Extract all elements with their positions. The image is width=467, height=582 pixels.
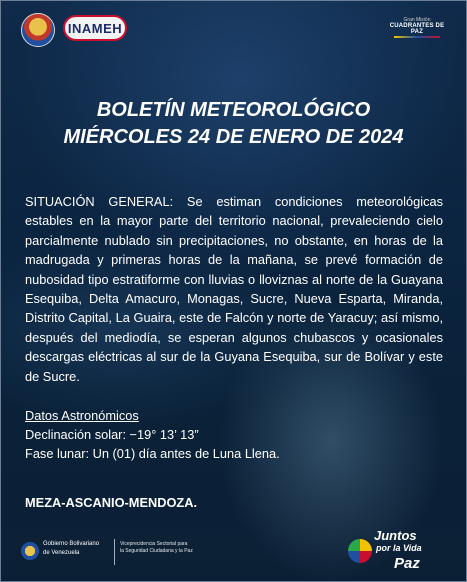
gov-line-2: de Venezuela <box>43 550 80 556</box>
gobierno-bolivariano-logo <box>21 539 107 565</box>
cuadrantes-big-text: CUADRANTES DE PAZ <box>389 23 445 35</box>
title-line-1: BOLETÍN METEOROLÓGICO <box>96 99 371 121</box>
vice-line-1: Viceprecidencia Sectorial para <box>120 541 188 547</box>
inameh-logo-text: INAMEH <box>67 21 123 36</box>
gov-line-1: Gobierno Bolivariano <box>43 541 100 547</box>
general-situation-text: Se estiman condiciones meteorológicas estables en la mayor parte del territorio nacional, prevaleciendo cielo parcialmente nublado sin precipitaciones, no obstante, en horas de la madrugada y primeras horas de la mañana, se prevé formación de nubosidad tipo estratiforme con lluvias o lloviznas al norte de la Guayana Esequiba, Delta Amacuro, Monagas, Sucre, Nueva Esparta, Miranda, Distrito Capital, La Guaira, este de Falcón y norte de Yaracuy; así mismo, después del mediodía, se esperan algunos chubascos y ocasionales descargas eléctricas al sur de la Guyana Esequiba, sur de Bolívar y este de Sucre. <box>25 194 444 384</box>
vicepresidencia-text <box>120 541 240 555</box>
juntos-sub: por la Vida <box>376 543 422 553</box>
header-logos <box>1 9 466 49</box>
vice-line-2: la Seguridad Ciudadana y la Paz <box>120 548 193 554</box>
general-situation-label: SITUACIÓN GENERAL: <box>25 194 174 209</box>
national-seal-logo <box>21 13 55 47</box>
solar-declination: Declinación solar: −19° 13’ 13” <box>25 427 199 442</box>
cuadrantes-color-bar <box>394 36 440 38</box>
cuadrantes-small-text: Gran Misión <box>403 17 431 23</box>
general-situation-paragraph <box>25 192 443 386</box>
footer-logos <box>1 521 466 581</box>
cuadrantes-de-paz-logo <box>388 17 446 39</box>
title-line-2: MIÉRCOLES 24 DE ENERO DE 2024 <box>63 126 404 148</box>
juntos-word: Juntos <box>374 528 417 543</box>
astronomical-data-title: Datos Astronómicos <box>25 408 139 423</box>
footer-divider <box>114 539 115 565</box>
authors-signature: MEZA-ASCANIO-MENDOZA. <box>25 495 198 510</box>
inameh-logo <box>63 15 127 41</box>
bulletin-title <box>1 97 466 151</box>
astronomical-data <box>25 406 445 463</box>
moon-phase: Fase lunar: Un (01) día antes de Luna Llena. <box>25 446 280 461</box>
juntos-paz: Paz <box>394 555 420 572</box>
juntos-por-la-vida-logo <box>348 527 444 573</box>
gov-seal-icon <box>21 542 39 560</box>
juntos-mark-icon <box>348 539 372 563</box>
